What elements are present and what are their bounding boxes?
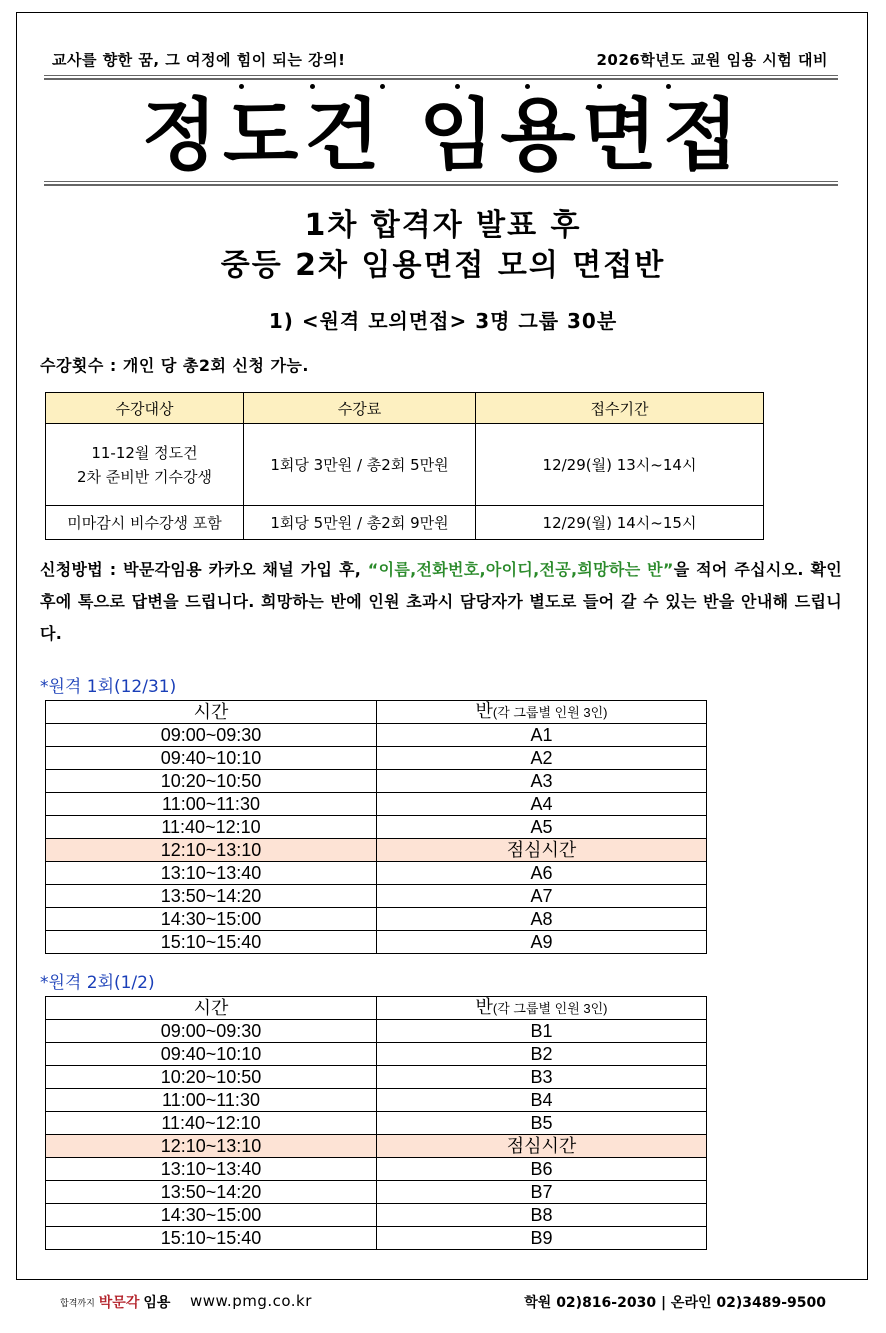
slot-class: 점심시간 (377, 839, 707, 862)
col-class-header (377, 701, 707, 724)
emphasis-dot (455, 84, 460, 89)
slot-time: 13:10~13:40 (46, 862, 377, 885)
slogan: 교사를 향한 꿈, 그 여정에 힘이 되는 강의! (52, 51, 346, 69)
col-class-note: (각 그룹별 인원 3인) (492, 1001, 608, 1016)
slot-class: A5 (377, 816, 707, 839)
slot-class: B8 (377, 1204, 707, 1227)
table-row (46, 724, 707, 747)
emphasis-dot (380, 84, 385, 89)
course-frequency: 수강횟수 : 개인 당 총2회 신청 가능. (40, 356, 309, 375)
application-method (40, 554, 842, 650)
slot-time: 14:30~15:00 (46, 908, 377, 931)
lunch-row (46, 1135, 707, 1158)
session-1-schedule (45, 700, 707, 954)
page-title: 정도건 임용면접 (141, 91, 745, 181)
table-row (46, 747, 707, 770)
table-row (46, 1089, 707, 1112)
slot-class: B1 (377, 1020, 707, 1043)
table-row (46, 1066, 707, 1089)
table-row (46, 793, 707, 816)
subtitle-line3: 1) <원격 모의면접> 3명 그룹 30분 (268, 309, 618, 333)
col-class-note: (각 그룹별 인원 3인) (492, 705, 608, 720)
slot-class: B2 (377, 1043, 707, 1066)
emphasis-dot (239, 84, 244, 89)
slot-class: A1 (377, 724, 707, 747)
fee-header-target: 수강대상 (46, 393, 244, 424)
slot-time: 09:40~10:10 (46, 1043, 377, 1066)
slot-time: 11:00~11:30 (46, 793, 377, 816)
slot-class: 점심시간 (377, 1135, 707, 1158)
emphasis-dot (525, 84, 530, 89)
slot-class: A6 (377, 862, 707, 885)
slot-class: B3 (377, 1066, 707, 1089)
slot-class: A8 (377, 908, 707, 931)
fee-amount: 1회당 3만원 / 총2회 5만원 (244, 424, 476, 506)
slot-class: A9 (377, 931, 707, 954)
table-row (46, 1204, 707, 1227)
slot-class: B7 (377, 1181, 707, 1204)
slot-time: 13:50~14:20 (46, 1181, 377, 1204)
slot-time: 14:30~15:00 (46, 1204, 377, 1227)
contact-info: 학원 02)816-2030 | 온라인 02)3489-9500 (524, 1295, 826, 1311)
footer (0, 1292, 886, 1314)
slot-time: 09:40~10:10 (46, 747, 377, 770)
table-row (46, 1043, 707, 1066)
slot-class: A4 (377, 793, 707, 816)
slot-time: 09:00~09:30 (46, 1020, 377, 1043)
table-row (46, 908, 707, 931)
table-row (46, 1158, 707, 1181)
fee-period: 12/29(월) 13시~14시 (476, 424, 764, 506)
brand-name: 임용 (143, 1295, 171, 1311)
header-rule-bottom (44, 181, 838, 186)
brand-logo-mark: 박문각 (98, 1295, 140, 1311)
col-class-header (377, 997, 707, 1020)
slot-class: B6 (377, 1158, 707, 1181)
fee-header-period: 접수기간 (476, 393, 764, 424)
fee-table-row (46, 424, 764, 506)
table-row (46, 1112, 707, 1135)
fee-table-header (46, 393, 764, 424)
website-link[interactable]: www.pmg.co.kr (190, 1292, 312, 1310)
slot-time: 11:00~11:30 (46, 1089, 377, 1112)
slot-time: 10:20~10:50 (46, 770, 377, 793)
brand-logo (60, 1292, 170, 1312)
schedule-header (46, 701, 707, 724)
slot-class: B9 (377, 1227, 707, 1250)
slot-time: 12:10~13:10 (46, 839, 377, 862)
fee-target-line1: 11-12월 정도건 (91, 443, 198, 462)
method-prefix: 신청방법 : 박문각임용 카카오 채널 가입 후, (40, 560, 368, 579)
subtitle-line1: 1차 합격자 발표 후 (304, 208, 582, 243)
method-highlight: “이름,전화번호,아이디,전공,희망하는 반” (367, 560, 674, 579)
slot-time: 11:40~12:10 (46, 816, 377, 839)
exam-label: 2026학년도 교원 임용 시험 대비 (596, 51, 828, 69)
session-2-label: *원격 2회(1/2) (40, 973, 155, 993)
table-row (46, 1181, 707, 1204)
table-row (46, 770, 707, 793)
emphasis-dot (597, 84, 602, 89)
slot-time: 10:20~10:50 (46, 1066, 377, 1089)
col-class-label: 반 (475, 997, 493, 1017)
session-2-schedule (45, 996, 707, 1250)
emphasis-dot (310, 84, 315, 89)
fee-target (46, 424, 244, 506)
table-row (46, 862, 707, 885)
session-1-label: *원격 1회(12/31) (40, 677, 177, 697)
slot-time: 15:10~15:40 (46, 931, 377, 954)
col-class-label: 반 (475, 701, 493, 721)
table-row (46, 885, 707, 908)
subtitle-line2: 중등 2차 임용면접 모의 면접반 (220, 248, 666, 283)
table-row (46, 931, 707, 954)
header-rule-top (44, 75, 838, 80)
table-row (46, 816, 707, 839)
fee-header-fee: 수강료 (244, 393, 476, 424)
fee-target: 미마감시 비수강생 포함 (46, 506, 244, 540)
slot-time: 09:00~09:30 (46, 724, 377, 747)
table-row (46, 1020, 707, 1043)
slot-time: 11:40~12:10 (46, 1112, 377, 1135)
fee-target-line2: 2차 준비반 기수강생 (76, 467, 212, 486)
slot-class: A3 (377, 770, 707, 793)
slot-time: 12:10~13:10 (46, 1135, 377, 1158)
fee-table-row (46, 506, 764, 540)
fee-amount: 1회당 5만원 / 총2회 9만원 (244, 506, 476, 540)
slot-time: 15:10~15:40 (46, 1227, 377, 1250)
slot-time: 13:10~13:40 (46, 1158, 377, 1181)
brand-tagline: 합격까지 (60, 1298, 95, 1309)
table-row (46, 1227, 707, 1250)
slot-time: 13:50~14:20 (46, 885, 377, 908)
fee-period: 12/29(월) 14시~15시 (476, 506, 764, 540)
slot-class: A7 (377, 885, 707, 908)
schedule-header (46, 997, 707, 1020)
col-time-header: 시간 (46, 701, 377, 724)
slot-class: A2 (377, 747, 707, 770)
col-time-header: 시간 (46, 997, 377, 1020)
emphasis-dot (666, 84, 671, 89)
method-suffix: 을 적어 주십시오. 확인 후에 톡으로 답변을 드립니다. 희망하는 반에 인원 초과시 담당자가 별도로 들어 갈 수 있는 반을 안내해 드립니다. (40, 560, 842, 643)
slot-class: B4 (377, 1089, 707, 1112)
lunch-row (46, 839, 707, 862)
slot-class: B5 (377, 1112, 707, 1135)
fee-table (45, 392, 764, 540)
